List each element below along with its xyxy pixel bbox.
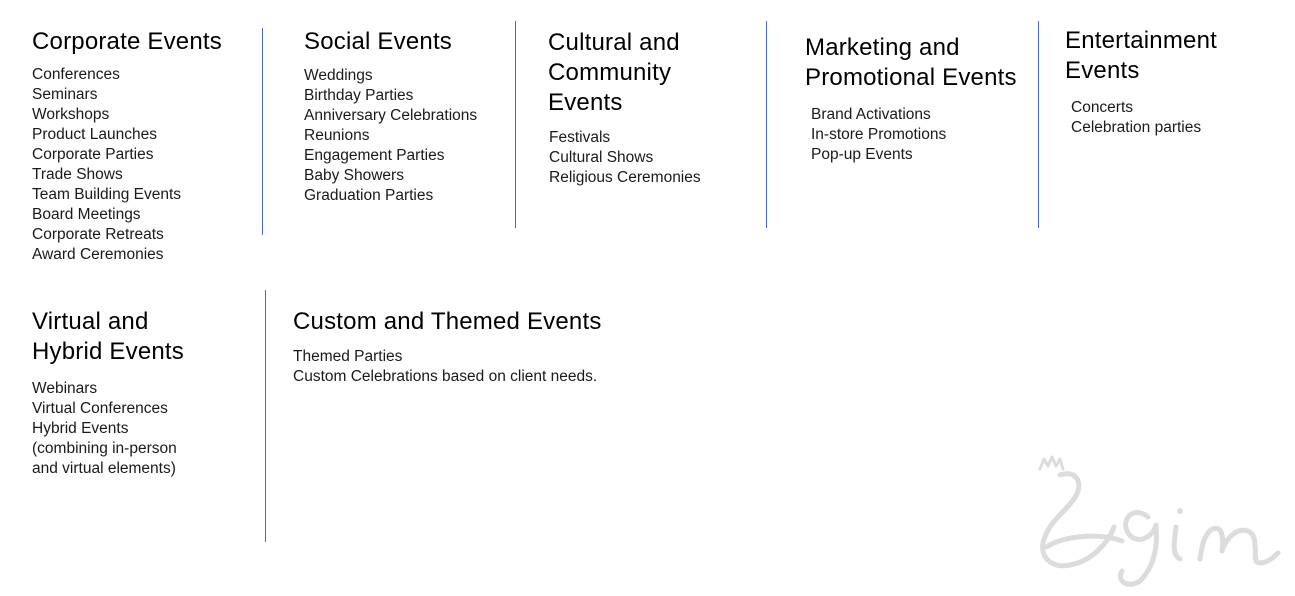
list-item: Anniversary Celebrations	[304, 107, 478, 124]
category-virtual-hybrid-events	[32, 307, 184, 479]
category-social-events	[304, 27, 477, 206]
category-title: Marketing and Promotional Events	[805, 34, 1017, 91]
list-item: and virtual elements)	[32, 460, 176, 477]
category-title: Social Events	[304, 28, 453, 55]
list-item: Graduation Parties	[304, 187, 434, 204]
swan-logo-watermark	[1030, 455, 1285, 590]
list-item: Celebration parties	[1071, 119, 1202, 136]
category-cultural-community-events	[548, 28, 701, 188]
list-item: Birthday Parties	[304, 87, 414, 104]
list-item: Cultural Shows	[549, 149, 654, 166]
category-list	[304, 66, 477, 206]
list-item: Product Launches	[32, 126, 157, 143]
category-title: Custom and Themed Events	[293, 308, 602, 335]
list-item: Reunions	[304, 127, 370, 144]
category-list	[32, 65, 222, 265]
category-title: Cultural and Community Events	[548, 29, 680, 116]
list-item: Conferences	[32, 66, 120, 83]
category-title: Corporate Events	[32, 28, 222, 55]
list-item: Hybrid Events	[32, 420, 129, 437]
category-list	[32, 379, 184, 479]
list-item: Weddings	[304, 67, 373, 84]
list-item: Baby Showers	[304, 167, 404, 184]
category-list	[548, 128, 701, 188]
column-divider	[265, 290, 266, 542]
list-item: Workshops	[32, 106, 110, 123]
column-divider	[262, 28, 263, 235]
column-divider	[515, 21, 516, 228]
list-item: Corporate Retreats	[32, 226, 164, 243]
list-item: Themed Parties	[293, 348, 403, 365]
list-item: Engagement Parties	[304, 147, 445, 164]
category-entertainment-events	[1065, 26, 1217, 138]
list-item: Trade Shows	[32, 166, 123, 183]
list-item: Award Ceremonies	[32, 246, 164, 263]
category-list	[293, 347, 602, 387]
column-divider	[1038, 21, 1039, 228]
category-list	[805, 105, 1017, 165]
category-corporate-events	[32, 27, 222, 265]
category-title: Virtual and Hybrid Events	[32, 308, 184, 365]
list-item: Board Meetings	[32, 206, 141, 223]
list-item: Religious Ceremonies	[549, 169, 701, 186]
list-item: Virtual Conferences	[32, 400, 168, 417]
list-item: Pop-up Events	[811, 146, 913, 163]
list-item: In-store Promotions	[811, 126, 947, 143]
list-item: Custom Celebrations based on client needs.	[293, 368, 598, 385]
list-item: Team Building Events	[32, 186, 182, 203]
list-item: Seminars	[32, 86, 98, 103]
category-title: Entertainment Events	[1065, 27, 1218, 84]
category-custom-themed-events	[293, 307, 602, 387]
list-item: Brand Activations	[811, 106, 931, 123]
list-item: Corporate Parties	[32, 146, 154, 163]
list-item: Festivals	[549, 129, 611, 146]
list-item: Concerts	[1071, 99, 1134, 116]
list-item: Webinars	[32, 380, 98, 397]
list-item: (combining in-person	[32, 440, 177, 457]
category-list	[1065, 98, 1217, 138]
column-divider	[766, 21, 767, 228]
category-marketing-promotional-events	[805, 33, 1017, 165]
